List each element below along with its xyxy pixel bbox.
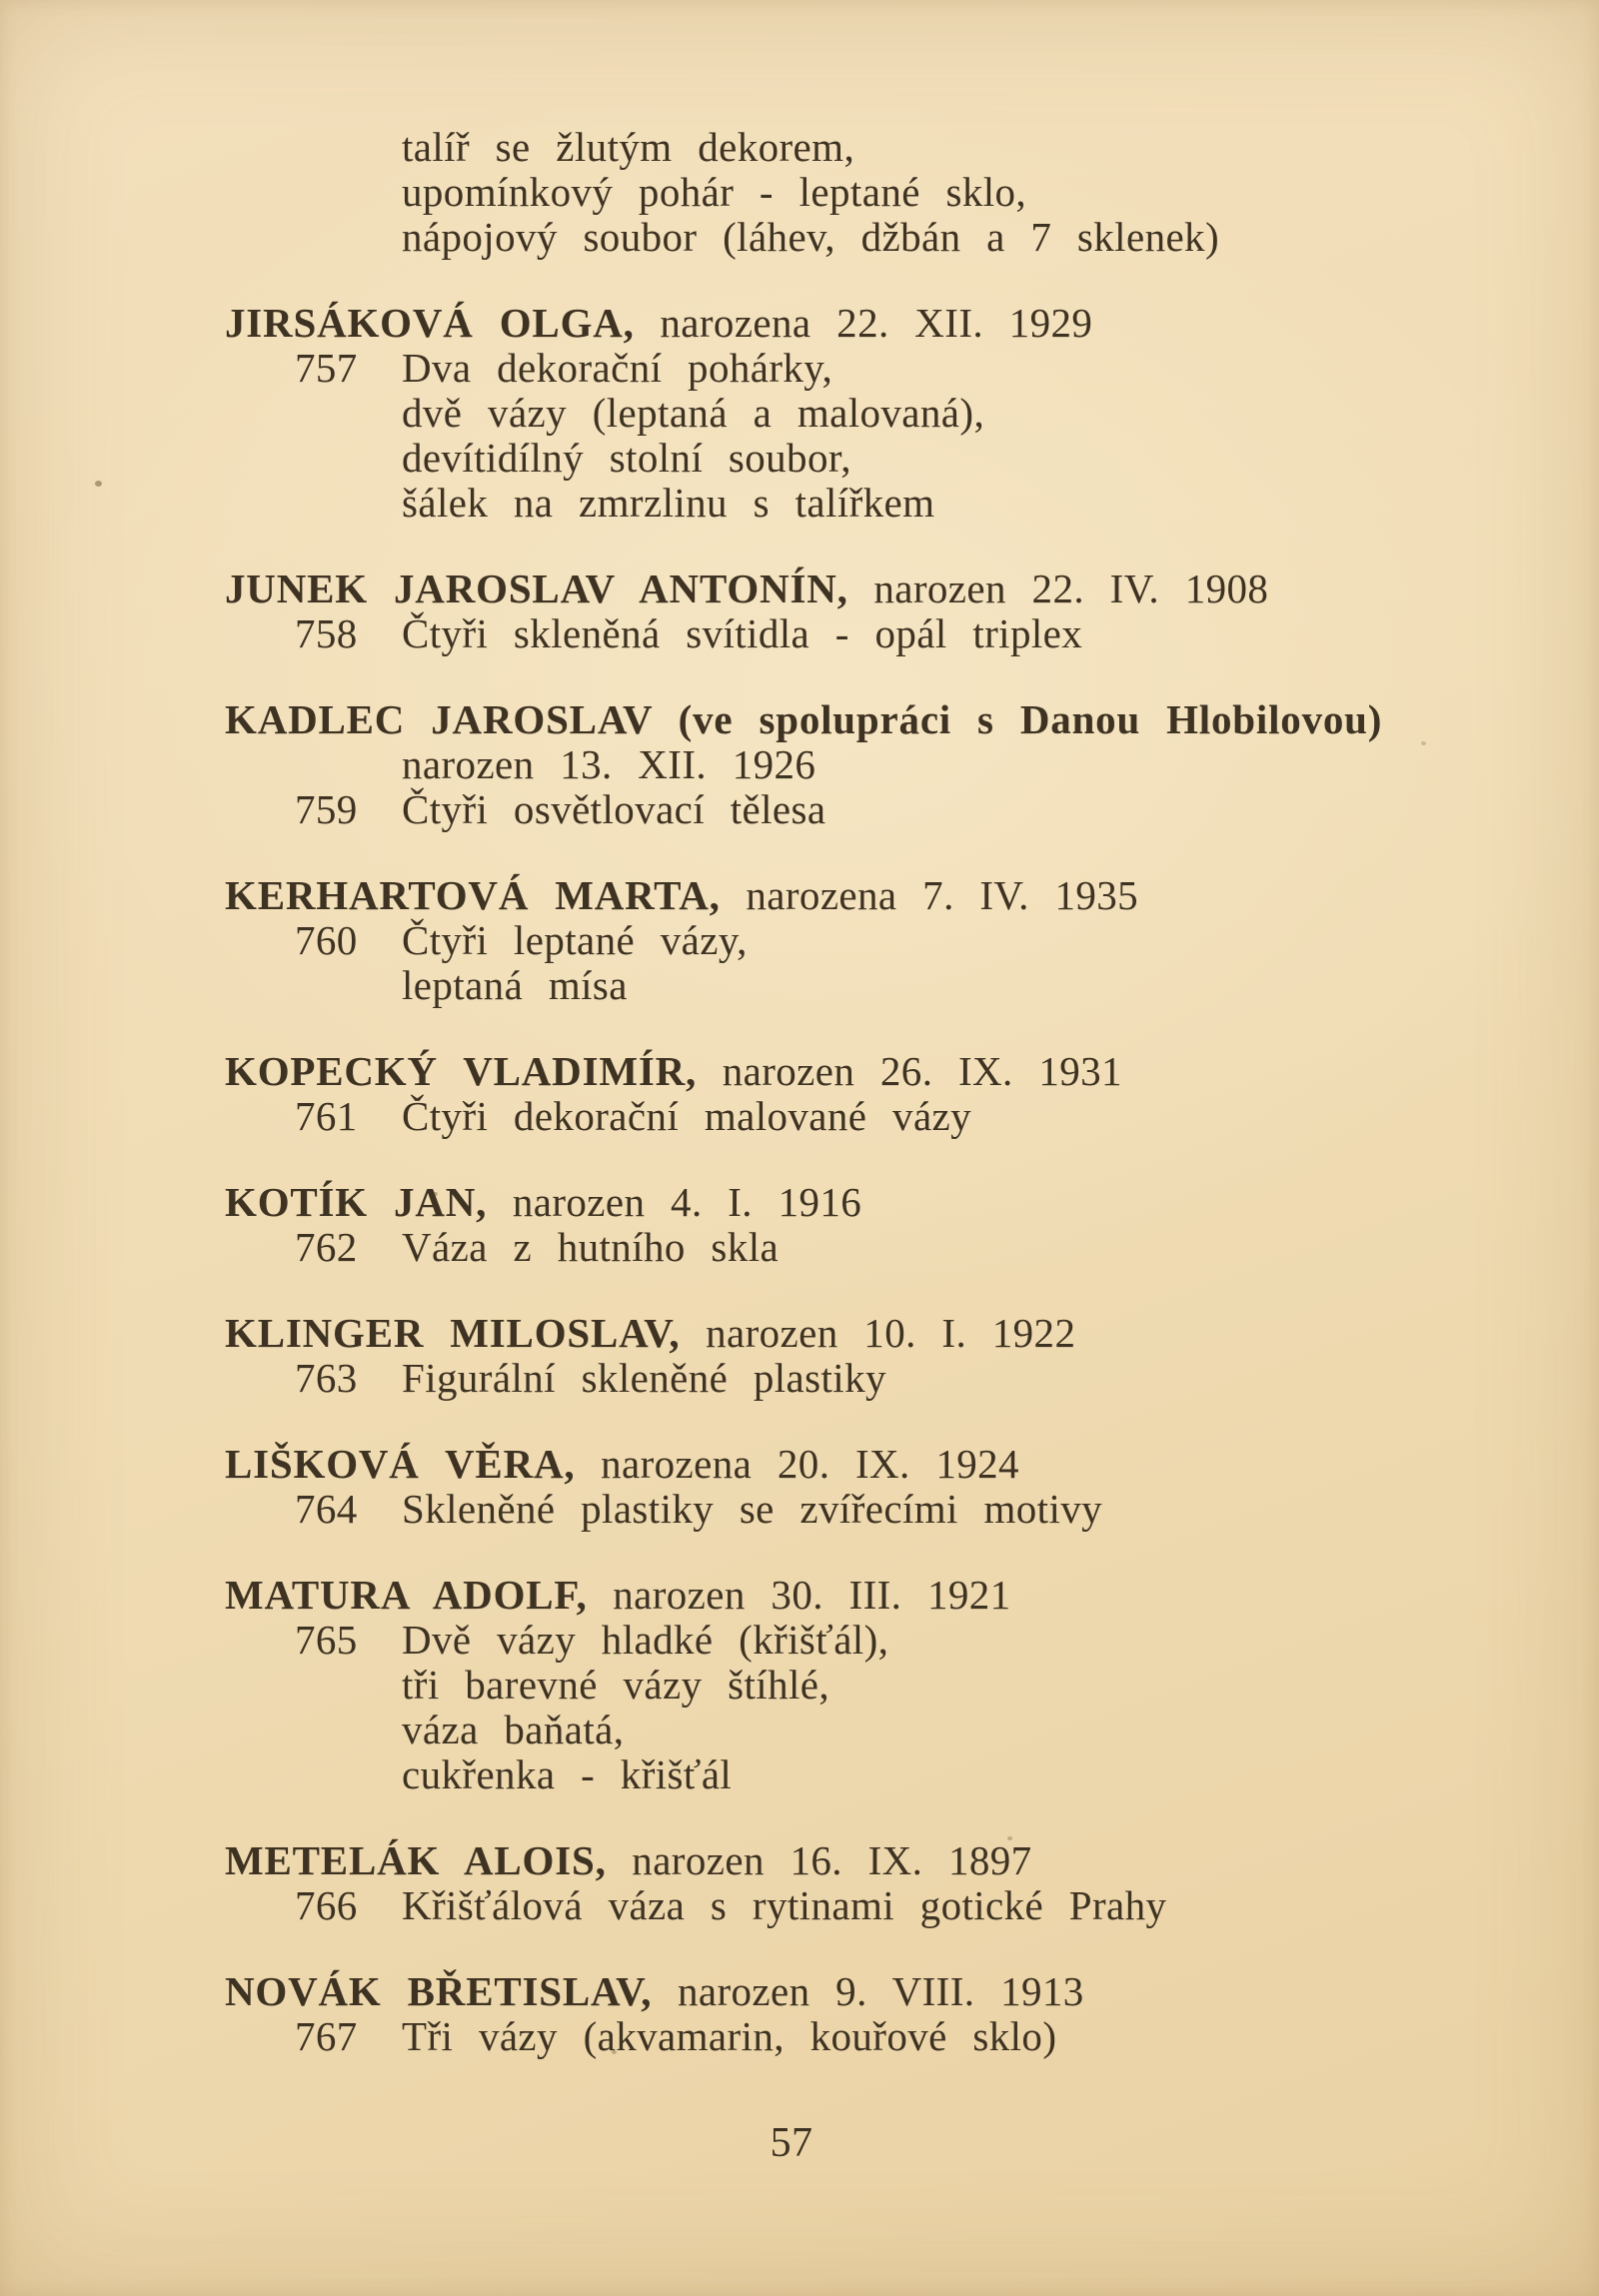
artist-name: KADLEC JAROSLAV (ve spolupráci s Danou Hlobilovou) xyxy=(225,696,1383,742)
catalog-item xyxy=(295,1487,1599,1532)
item-description xyxy=(402,1356,886,1401)
catalog-entry xyxy=(0,1969,1599,2059)
continuation-line: talíř se žlutým dekorem, xyxy=(402,124,855,170)
item-line: leptaná mísa xyxy=(402,962,628,1008)
continuation-block xyxy=(402,125,1599,260)
item-description xyxy=(402,1883,1166,1928)
continuation-line: nápojový soubor (láhev, džbán a 7 sklenek) xyxy=(402,214,1220,260)
artist-birth: narozen 9. VIII. 1913 xyxy=(677,1968,1084,2014)
artist-name: KOPECKÝ VLADIMÍR, xyxy=(225,1048,698,1094)
artist-name: NOVÁK BŘETISLAV, xyxy=(225,1968,653,2014)
item-number: 763 xyxy=(295,1355,358,1401)
item-line: Dvě vázy hladké (křišťál), xyxy=(402,1617,889,1663)
item-number: 759 xyxy=(295,786,358,832)
artist-name: JUNEK JAROSLAV ANTONÍN, xyxy=(225,566,848,611)
item-description xyxy=(402,1487,1102,1532)
item-number: 760 xyxy=(295,917,358,963)
item-line: Tři vázy (akvamarin, kouřové sklo) xyxy=(402,2013,1057,2059)
item-line: devítidílný stolní soubor, xyxy=(402,435,851,481)
item-line: tři barevné vázy štíhlé, xyxy=(402,1662,830,1708)
item-description xyxy=(402,918,748,1008)
artist-birth: narozen 26. IX. 1931 xyxy=(722,1048,1122,1094)
artist-name: JIRSÁKOVÁ OLGA, xyxy=(225,300,635,346)
item-number: 762 xyxy=(295,1224,358,1270)
item-number: 765 xyxy=(295,1617,358,1663)
item-line: cukřenka - křišťál xyxy=(402,1751,733,1797)
catalog-item xyxy=(295,1225,1599,1270)
catalog-entry xyxy=(0,697,1599,832)
artist-line xyxy=(225,1573,1599,1618)
item-line: Figurální skleněné plastiky xyxy=(402,1355,886,1401)
item-number: 761 xyxy=(295,1093,358,1139)
artist-birth-line2: narozen 13. XII. 1926 xyxy=(402,741,816,787)
artist-name: KLINGER MILOSLAV, xyxy=(225,1310,681,1356)
artist-birth: narozena 22. XII. 1929 xyxy=(660,300,1093,346)
artist-line xyxy=(225,1969,1599,2014)
artist-birth: narozen 10. I. 1922 xyxy=(706,1310,1076,1356)
item-description xyxy=(402,346,984,526)
artist-birth: narozena 20. IX. 1924 xyxy=(601,1441,1019,1487)
artist-line xyxy=(225,1838,1599,1883)
catalog-item xyxy=(295,2014,1599,2059)
catalog-item xyxy=(295,346,1599,526)
artist-line xyxy=(225,873,1599,918)
artist-line xyxy=(225,697,1599,742)
catalog-entry xyxy=(0,1311,1599,1401)
catalog-entry xyxy=(0,301,1599,526)
catalog-item xyxy=(295,1094,1599,1139)
catalog-entry xyxy=(0,1442,1599,1532)
catalog-item xyxy=(295,918,1599,1008)
item-line: Křišťálová váza s rytinami gotické Prahy xyxy=(402,1882,1167,1928)
catalog-entries xyxy=(0,301,1599,2059)
catalog-item xyxy=(295,1883,1599,1928)
artist-line xyxy=(225,1311,1599,1356)
artist-birth: narozena 7. IV. 1935 xyxy=(746,872,1139,918)
artist-name: METELÁK ALOIS, xyxy=(225,1837,607,1883)
artist-name: KOTÍK JAN, xyxy=(225,1179,488,1225)
item-number: 766 xyxy=(295,1882,358,1928)
catalog-item xyxy=(295,787,1599,832)
item-line: Skleněné plastiky se zvířecími motivy xyxy=(402,1486,1103,1532)
artist-birth: narozen 22. IV. 1908 xyxy=(873,566,1269,611)
catalog-item xyxy=(295,611,1599,656)
artist-line xyxy=(225,301,1599,346)
artist-line xyxy=(225,1180,1599,1225)
item-line: Čtyři skleněná svítidla - opál triplex xyxy=(402,610,1083,656)
artist-line xyxy=(225,1049,1599,1094)
item-description xyxy=(402,1618,888,1797)
item-number: 758 xyxy=(295,610,358,656)
item-line: dvě vázy (leptaná a malovaná), xyxy=(402,390,985,436)
artist-line xyxy=(225,1442,1599,1487)
artist-birth: narozen 30. III. 1921 xyxy=(613,1572,1011,1618)
catalog-entry xyxy=(0,1180,1599,1270)
item-line: Dva dekorační pohárky, xyxy=(402,345,833,391)
catalog-item xyxy=(295,1356,1599,1401)
item-line: Váza z hutního skla xyxy=(402,1224,780,1270)
item-line: váza baňatá, xyxy=(402,1707,625,1752)
artist-birth: narozen 4. I. 1916 xyxy=(512,1179,862,1225)
page-number: 57 xyxy=(770,2120,813,2166)
artist-birth: narozen 16. IX. 1897 xyxy=(632,1837,1032,1883)
item-number: 757 xyxy=(295,345,358,391)
catalog-entry xyxy=(0,1049,1599,1139)
catalog-entry xyxy=(0,873,1599,1008)
item-number: 767 xyxy=(295,2013,358,2059)
catalog-item xyxy=(295,1618,1599,1797)
artist-name: LIŠKOVÁ VĚRA, xyxy=(225,1441,576,1487)
item-description xyxy=(402,1094,971,1139)
item-line: Čtyři leptané vázy, xyxy=(402,917,748,963)
artist-line xyxy=(225,567,1599,611)
item-description xyxy=(402,611,1082,656)
item-description xyxy=(402,2014,1056,2059)
item-line: Čtyři dekorační malované vázy xyxy=(402,1093,972,1139)
artist-name: KERHARTOVÁ MARTA, xyxy=(225,872,721,918)
item-number: 764 xyxy=(295,1486,358,1532)
artist-name: MATURA ADOLF, xyxy=(225,1572,588,1618)
item-description xyxy=(402,1225,779,1270)
item-line: Čtyři osvětlovací tělesa xyxy=(402,786,826,832)
catalog-entry xyxy=(0,1838,1599,1928)
item-line: šálek na zmrzlinu s talířkem xyxy=(402,480,935,526)
catalog-entry xyxy=(0,567,1599,656)
catalog-entry xyxy=(0,1573,1599,1797)
item-description xyxy=(402,787,825,832)
continuation-line: upomínkový pohár - leptané sklo, xyxy=(402,169,1027,215)
